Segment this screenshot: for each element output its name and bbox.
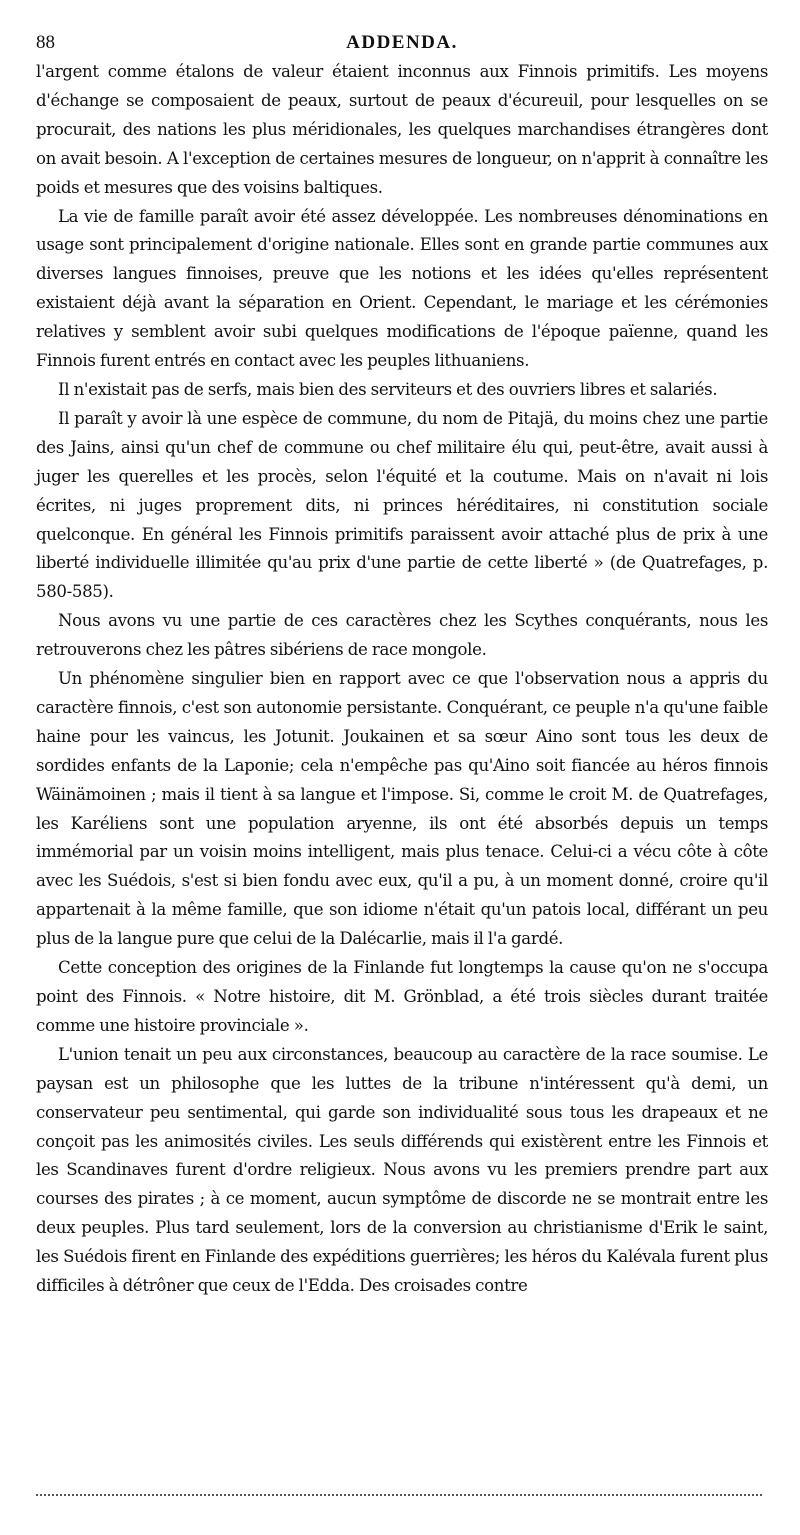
paragraph: Il n'existait pas de serfs, mais bien des serviteurs et des ouvriers libres et salariés. bbox=[58, 379, 718, 399]
body-text bbox=[36, 58, 768, 1301]
paragraph-continued: l'argent comme étalons de valeur étaient inconnus aux Finnois primitifs. Les moyens d'échange se composaient de peaux, surtout de peaux d'écureuil, pour lesquelles on se procurait, des nations les plus méridionales, les quelques marchandises étrangères dont on avait besoin. A l'exception de certaines mesures de longueur, on n'apprit à connaître les poids et mesures que des voisins baltiques. bbox=[36, 62, 768, 197]
paragraph: Nous avons vu une partie de ces caractères chez les Scythes conquérants, nous les retrouverons chez les pâtres sibériens de race mongole. bbox=[36, 611, 768, 660]
paragraph: Un phénomène singulier bien en rapport avec ce que l'observation nous a appris du caractère finnois, c'est son autonomie persistante. Conquérant, ce peuple n'a qu'une faible haine pour les vaincus, les Jotunit. Joukainen et sa sœur Aino sont tous les deux de sordides enfants de la Laponie; cela n'empêche pas qu'Aino soit fiancée au héros finnois Wäinämoinen ; mais il tient à sa langue et l'impose. Si, comme le croit M. de Quatrefages, les Karéliens sont une population aryenne, ils ont été absorbés depuis un temps immémorial par un voisin moins intelligent, mais plus tenace. Celui-ci a vécu côte à côte avec les Suédois, s'est si bien fondu avec eux, qu'il a pu, à un moment donné, croire qu'il appartenait à la même famille, que son idiome n'était qu'un patois local, différant un peu plus de la langue pure que celui de la Dalécarlie, mais il l'a gardé. bbox=[36, 669, 768, 949]
paragraph: Il paraît y avoir là une espèce de commune, du nom de Pitajä, du moins chez une partie des Jains, ainsi qu'un chef de commune ou chef militaire élu qui, peut-être, avait aussi à juger les querelles et les procès, selon l'équité et la coutume. Mais on n'avait ni lois écrites, ni juges proprement dits, ni princes héréditaires, ni constitution sociale quelconque. En général les Finnois primitifs paraissent avoir attaché plus de prix à une liberté individuelle illimitée qu'au prix d'une partie de cette liberté » (de Quatrefages, p. 580-585). bbox=[36, 408, 768, 602]
running-title: ADDENDA. bbox=[346, 32, 458, 53]
footer-dotted-rule bbox=[36, 1494, 762, 1496]
paragraph: La vie de famille paraît avoir été assez développée. Les nombreuses dénominations en usage sont principalement d'origine nationale. Elles sont en grande partie communes aux diverses langues finnoises, preuve que les notions et les idées qu'elles représentent existaient déjà avant la séparation en Orient. Cependant, le mariage et les cérémonies relatives y semblent avoir subi quelques modifications de l'époque païenne, quand les Finnois furent entrés en contact avec les peuples lithuaniens. bbox=[36, 206, 768, 371]
page-number: 88 bbox=[36, 32, 55, 53]
page bbox=[36, 28, 768, 1301]
paragraph: L'union tenait un peu aux circonstances, beaucoup au caractère de la race soumise. Le paysan est un philosophe que les luttes de la tribune n'intéressent qu'à demi, un conservateur peu sentimental, qui garde son individualité sous tous les drapeaux et ne conçoit pas les animosités civiles. Les seuls différends qui existèrent entre les Finnois et les Scandinaves furent d'ordre religieux. Nous avons vu les premiers prendre part aux courses des pirates ; à ce moment, aucun symptôme de discorde ne se montrait entre les deux peuples. Plus tard seulement, lors de la conversion au christianisme d'Erik le saint, les Suédois firent en Finlande des expéditions guerrières; les héros du Kalévala furent plus difficiles à détrôner que ceux de l'Edda. Des croisades contre bbox=[36, 1044, 768, 1296]
page-header bbox=[36, 28, 768, 58]
paragraph: Cette conception des origines de la Finlande fut longtemps la cause qu'on ne s'occupa point des Finnois. « Notre histoire, dit M. Grönblad, a été trois siècles durant traitée comme une histoire provinciale ». bbox=[36, 958, 768, 1035]
